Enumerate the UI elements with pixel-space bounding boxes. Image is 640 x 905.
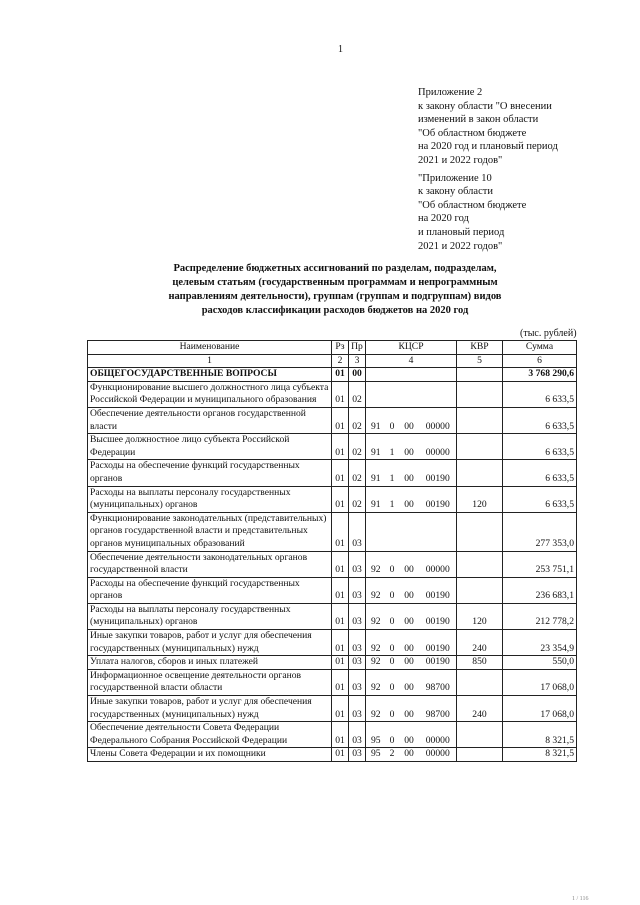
cell-name: ОБЩЕГОСУДАРСТВЕННЫЕ ВОПРОСЫ [88, 368, 332, 382]
cell-k2: 0 [386, 407, 399, 433]
cell-pr: 02 [349, 381, 366, 407]
cell-k4: 00190 [420, 577, 457, 603]
title-line: Распределение бюджетных ассигнований по разделам, подразделам, [173, 263, 497, 274]
header-number: 4 [366, 354, 457, 368]
cell-k3: 00 [399, 577, 420, 603]
appendix-line: на 2020 год [418, 213, 469, 225]
cell-k1: 91 [366, 407, 386, 433]
table-row [88, 486, 577, 512]
cell-k3: 00 [399, 722, 420, 748]
cell-name: Уплата налогов, сборов и иных платежей [88, 656, 332, 670]
cell-rz: 01 [332, 407, 349, 433]
cell-k3: 00 [399, 460, 420, 486]
cell-pr: 03 [349, 669, 366, 695]
cell-name: Расходы на обеспечение функций государственных органов [88, 577, 332, 603]
appendix-note [418, 86, 618, 253]
cell-k3: 00 [399, 603, 420, 629]
cell-rz: 01 [332, 434, 349, 460]
cell-pr: 03 [349, 551, 366, 577]
cell-k3 [399, 381, 420, 407]
cell-sum: 17 068,0 [503, 696, 577, 722]
cell-name: Расходы на выплаты персоналу государственных (муниципальных) органов [88, 603, 332, 629]
cell-k1 [366, 512, 386, 551]
cell-k2: 0 [386, 577, 399, 603]
header-number: 6 [503, 354, 577, 368]
cell-pr: 03 [349, 512, 366, 551]
table-row [88, 512, 577, 551]
cell-pr: 03 [349, 577, 366, 603]
cell-k3: 00 [399, 486, 420, 512]
cell-k4: 00190 [420, 630, 457, 656]
cell-sum: 8 321,5 [503, 748, 577, 762]
cell-rz: 01 [332, 696, 349, 722]
cell-sum: 23 354,9 [503, 630, 577, 656]
cell-k4 [420, 512, 457, 551]
header-pr: Пр [349, 341, 366, 355]
cell-k1: 92 [366, 656, 386, 670]
cell-k2: 1 [386, 460, 399, 486]
cell-sum: 3 768 290,6 [503, 368, 577, 382]
cell-pr: 02 [349, 434, 366, 460]
cell-k2: 1 [386, 486, 399, 512]
cell-rz: 01 [332, 669, 349, 695]
cell-k2: 0 [386, 722, 399, 748]
cell-k1 [366, 368, 386, 382]
cell-rz: 01 [332, 460, 349, 486]
cell-kvr: 240 [457, 630, 503, 656]
cell-k3: 00 [399, 696, 420, 722]
cell-sum: 6 633,5 [503, 434, 577, 460]
cell-k4 [420, 368, 457, 382]
table-row [88, 577, 577, 603]
unit-label: (тыс. рублей) [520, 328, 577, 339]
cell-pr: 00 [349, 368, 366, 382]
cell-k3: 00 [399, 656, 420, 670]
header-rz: Рз [332, 341, 349, 355]
cell-kvr [457, 368, 503, 382]
appendix-line: к закону области "О внесении [418, 100, 552, 112]
cell-k4 [420, 381, 457, 407]
cell-name: Функционирование законодательных (представительных) органов государственной власти и представительных органов муниципальных образований [88, 512, 332, 551]
cell-k2: 0 [386, 669, 399, 695]
cell-kvr [457, 669, 503, 695]
cell-name: Информационное освещение деятельности органов государственной власти области [88, 669, 332, 695]
appendix-line: 2021 и 2022 годов" [418, 154, 503, 166]
table-row [88, 656, 577, 670]
cell-pr: 02 [349, 486, 366, 512]
appendix-line: "Об областном бюджете [418, 199, 527, 211]
cell-k3: 00 [399, 669, 420, 695]
title-line: расходов классификации расходов бюджетов на 2020 год [201, 305, 469, 316]
corner-mark: 1 / 116 [572, 896, 589, 902]
cell-k2: 0 [386, 656, 399, 670]
cell-rz: 01 [332, 368, 349, 382]
cell-sum: 6 633,5 [503, 460, 577, 486]
header-kvr: КВР [457, 341, 503, 355]
cell-k1: 92 [366, 551, 386, 577]
cell-k4: 00000 [420, 748, 457, 762]
cell-k2 [386, 368, 399, 382]
table-header-row [88, 341, 577, 355]
appendix-line: к закону области [418, 186, 493, 198]
cell-k1: 95 [366, 722, 386, 748]
cell-k3: 00 [399, 551, 420, 577]
cell-sum: 8 321,5 [503, 722, 577, 748]
cell-k2: 2 [386, 748, 399, 762]
cell-k4: 00190 [420, 603, 457, 629]
cell-k3: 00 [399, 748, 420, 762]
cell-k1: 92 [366, 603, 386, 629]
cell-k4: 00190 [420, 460, 457, 486]
cell-sum: 6 633,5 [503, 407, 577, 433]
cell-rz: 01 [332, 551, 349, 577]
cell-k2: 1 [386, 434, 399, 460]
cell-sum: 277 353,0 [503, 512, 577, 551]
cell-name: Обеспечение деятельности законодательных органов государственной власти [88, 551, 332, 577]
cell-k2 [386, 381, 399, 407]
cell-k1: 91 [366, 434, 386, 460]
table-row [88, 603, 577, 629]
cell-kvr [457, 407, 503, 433]
cell-k4: 00190 [420, 656, 457, 670]
appendix-block-2 [418, 86, 618, 168]
cell-kvr [457, 748, 503, 762]
title-line: целевым статьям (государственным программам и непрограммным [172, 277, 498, 288]
header-number: 1 [88, 354, 332, 368]
cell-sum: 253 751,1 [503, 551, 577, 577]
cell-kvr: 120 [457, 486, 503, 512]
appendix-block-10 [418, 172, 618, 254]
cell-k2 [386, 512, 399, 551]
cell-k1: 92 [366, 577, 386, 603]
cell-name: Расходы на выплаты персоналу государственных (муниципальных) органов [88, 486, 332, 512]
cell-k2: 0 [386, 696, 399, 722]
table-row [88, 551, 577, 577]
table-row [88, 630, 577, 656]
cell-rz: 01 [332, 577, 349, 603]
cell-pr: 03 [349, 630, 366, 656]
cell-k4: 98700 [420, 696, 457, 722]
header-number: 3 [349, 354, 366, 368]
cell-k3 [399, 368, 420, 382]
cell-kvr [457, 722, 503, 748]
header-sum: Сумма [503, 341, 577, 355]
cell-kvr: 120 [457, 603, 503, 629]
cell-kvr [457, 460, 503, 486]
cell-kvr [457, 434, 503, 460]
cell-pr: 03 [349, 603, 366, 629]
table-row [88, 381, 577, 407]
cell-kvr: 850 [457, 656, 503, 670]
header-name: Наименование [88, 341, 332, 355]
header-kcsr: КЦСР [366, 341, 457, 355]
cell-kvr [457, 381, 503, 407]
cell-rz: 01 [332, 603, 349, 629]
cell-k1: 95 [366, 748, 386, 762]
cell-rz: 01 [332, 381, 349, 407]
cell-k2: 0 [386, 551, 399, 577]
budget-table [87, 340, 577, 762]
cell-k4: 00000 [420, 551, 457, 577]
cell-pr: 03 [349, 656, 366, 670]
appendix-line: Приложение 2 [418, 87, 483, 98]
appendix-line: 2021 и 2022 годов" [418, 240, 503, 252]
cell-k4: 00000 [420, 722, 457, 748]
cell-pr: 02 [349, 407, 366, 433]
cell-name: Функционирование высшего должностного лица субъекта Российской Федерации и муниципального образования [88, 381, 332, 407]
table-row [88, 368, 577, 382]
cell-rz: 01 [332, 630, 349, 656]
cell-rz: 01 [332, 512, 349, 551]
cell-sum: 6 633,5 [503, 381, 577, 407]
cell-pr: 03 [349, 696, 366, 722]
table-row [88, 748, 577, 762]
cell-rz: 01 [332, 722, 349, 748]
cell-k2: 0 [386, 630, 399, 656]
document-title [150, 262, 520, 318]
cell-kvr [457, 551, 503, 577]
appendix-line: и плановый период [418, 226, 505, 238]
table-row [88, 407, 577, 433]
header-number: 5 [457, 354, 503, 368]
cell-kvr [457, 577, 503, 603]
cell-k3: 00 [399, 630, 420, 656]
cell-k4: 98700 [420, 669, 457, 695]
cell-k4: 00000 [420, 407, 457, 433]
cell-sum: 550,0 [503, 656, 577, 670]
cell-name: Расходы на обеспечение функций государственных органов [88, 460, 332, 486]
header-number: 2 [332, 354, 349, 368]
cell-sum: 212 778,2 [503, 603, 577, 629]
table-row [88, 722, 577, 748]
cell-sum: 236 683,1 [503, 577, 577, 603]
cell-k3: 00 [399, 434, 420, 460]
cell-kvr [457, 512, 503, 551]
cell-k1: 91 [366, 460, 386, 486]
appendix-line: на 2020 год и плановый период [418, 141, 558, 153]
table-row [88, 434, 577, 460]
cell-pr: 03 [349, 748, 366, 762]
cell-k1: 91 [366, 486, 386, 512]
table-row [88, 696, 577, 722]
cell-k4: 00000 [420, 434, 457, 460]
page-number: 1 [338, 44, 343, 55]
appendix-line: изменений в закон области [418, 114, 539, 126]
cell-k1: 92 [366, 630, 386, 656]
cell-sum: 17 068,0 [503, 669, 577, 695]
cell-k3 [399, 512, 420, 551]
appendix-line: "Приложение 10 [418, 172, 492, 184]
cell-k1 [366, 381, 386, 407]
cell-k1: 92 [366, 669, 386, 695]
cell-name: Обеспечение деятельности Совета Федерации Федерального Собрания Российской Федерации [88, 722, 332, 748]
cell-rz: 01 [332, 656, 349, 670]
cell-k4: 00190 [420, 486, 457, 512]
cell-name: Иные закупки товаров, работ и услуг для обеспечения государственных (муниципальных) нужд [88, 630, 332, 656]
table-row [88, 669, 577, 695]
cell-name: Высшее должностное лицо субъекта Российской Федерации [88, 434, 332, 460]
table-header-numbers-row [88, 354, 577, 368]
appendix-line: "Об областном бюджете [418, 127, 527, 139]
cell-k2: 0 [386, 603, 399, 629]
table-row [88, 460, 577, 486]
cell-name: Обеспечение деятельности органов государственной власти [88, 407, 332, 433]
cell-k1: 92 [366, 696, 386, 722]
cell-name: Члены Совета Федерации и их помощники [88, 748, 332, 762]
cell-kvr: 240 [457, 696, 503, 722]
cell-k3: 00 [399, 407, 420, 433]
cell-name: Иные закупки товаров, работ и услуг для обеспечения государственных (муниципальных) нужд [88, 696, 332, 722]
cell-pr: 02 [349, 460, 366, 486]
title-line: направлениям деятельности), группам (группам и подгруппам) видов [168, 291, 502, 302]
cell-rz: 01 [332, 748, 349, 762]
cell-sum: 6 633,5 [503, 486, 577, 512]
cell-pr: 03 [349, 722, 366, 748]
cell-rz: 01 [332, 486, 349, 512]
